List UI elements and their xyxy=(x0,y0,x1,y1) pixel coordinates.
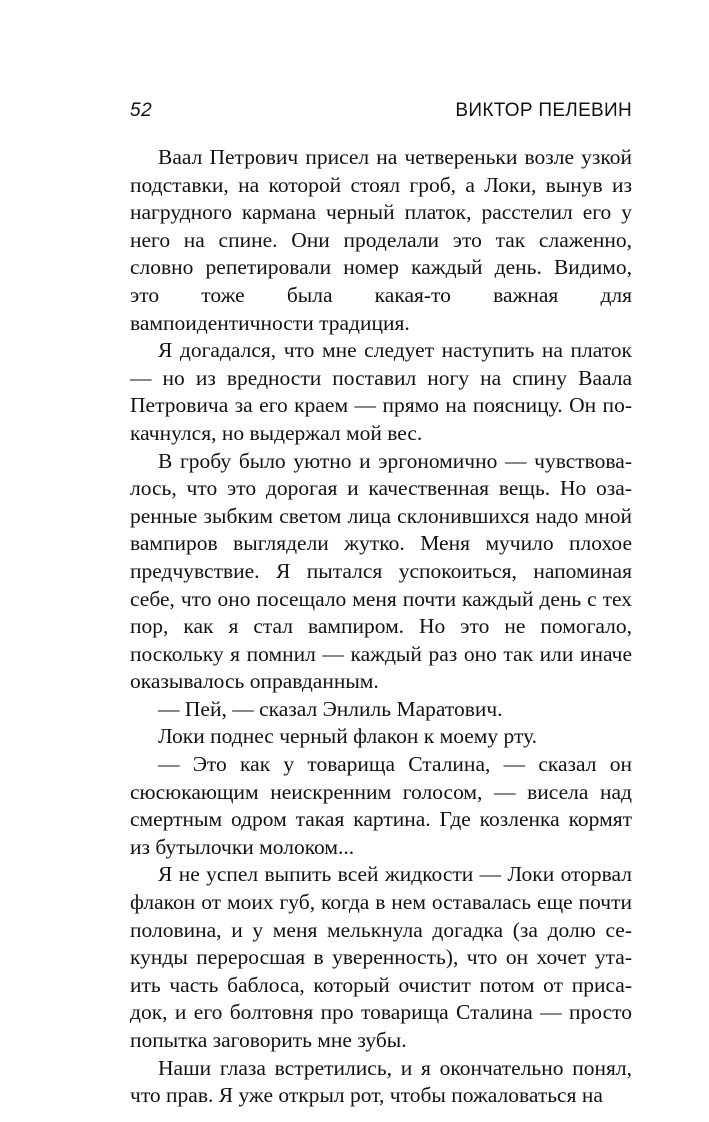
paragraph: Локи поднес черный флакон к моему рту. xyxy=(158,724,538,749)
page-header xyxy=(130,100,632,130)
paragraph: Я не успел выпить всей жидкости — Локи оторвал флакон от моих губ, когда в нем оставалась еще почти половина, и у меня мелькнула догадка (за долю секунды переросшая в уверенность), что он хочет утаить часть баблоса, который очистит потом от присадок, и его болтовня про товарища Сталина — просто попытка заговорить мне зубы. xyxy=(130,862,632,1052)
paragraph: — Это как у товарища Сталина, — сказал он сюсюкающим неискренним голосом, — висела над смертным одром такая картина. Где козленка кормят из бутылочки молоком... xyxy=(130,752,632,859)
paragraph: В гробу было уютно и эргономично — чувствовалось, что это дорогая и качественная вещь. Но озаренные зыбким светом лица склонившихся надо мной вампиров выглядели жутко. Меня мучило плохое предчувствие. Я пытался успокоиться, напоминая себе, что оно посещало меня почти каждый день с тех пор, как я стал вампиром. Но это не помогало, поскольку я помнил — каждый раз оно так или иначе оказывалось оправданным. xyxy=(130,448,632,694)
paragraph: — Пей, — сказал Энлиль Маратович. xyxy=(158,696,503,721)
paragraph: Наши глаза встретились, и я окончательно понял, что прав. Я уже открыл рот, чтобы пожаловаться на xyxy=(130,1055,632,1108)
body-text xyxy=(130,144,632,1110)
running-head-author: ВИКТОР ПЕЛЕВИН xyxy=(455,100,632,121)
page-number: 52 xyxy=(130,100,153,121)
paragraph: Ваал Петрович присел на четвереньки возле узкой подставки, на которой стоял гроб, а Локи, вынув из нагрудного кармана черный платок, расстелил его у него на спине. Они проделали это так слаженно, словно репетировали номер каждый день. Видимо, это тоже была какая-то важная для вампоидентичности традиция. xyxy=(130,145,632,335)
paragraph: Я догадался, что мне следует наступить на платок — но из вредности поставил ногу на спину Ваала Петровича за его краем — прямо на поясницу. Он покачнулся, но выдержал мой вес. xyxy=(130,338,632,445)
